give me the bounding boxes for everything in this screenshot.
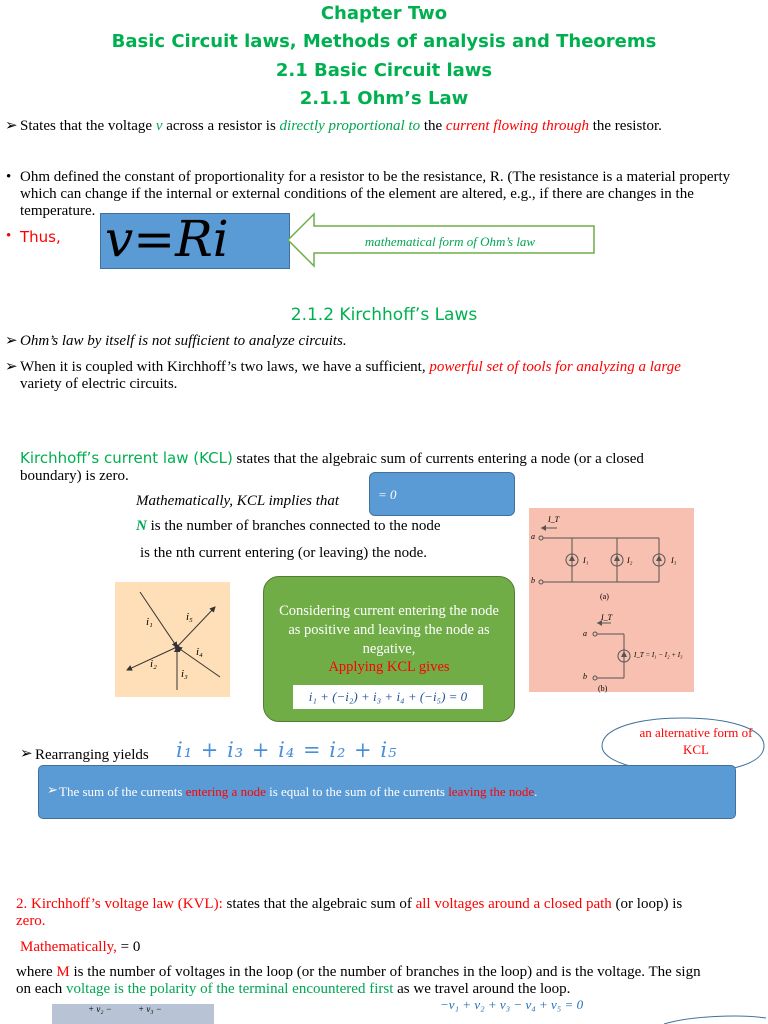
circuit-label-b: b [531,576,535,585]
bubble-text: an alternative form of KCL [639,725,753,757]
arrow-bullet-icon: ➢ [5,118,18,134]
circuit-label-a-b: a [583,629,587,638]
ohm-statement: States that the voltage v across a resistor is directly proportional to the current flowing through the resistor. [20,118,662,134]
kcl-summary-box [38,765,736,819]
chapter-subtitle: Basic Circuit laws, Methods of analysis and Theorems [111,31,657,52]
kirchhoff-bullet-1: Ohm’s law by itself is not sufficient to analyze circuits. [20,333,347,349]
ohm-callout-text: mathematical form of Ohm’s law [364,234,536,249]
ohm-formula-box [100,210,290,269]
bullet-dot-icon: • [6,169,12,185]
kcl-n-text: N is the number of branches connected to the node [136,518,441,534]
formula-equals: = [133,210,176,268]
arrow-bullet-icon: ➢ [47,782,58,797]
node-label-i2: i₂ [150,658,157,670]
kcl-summary-text: The sum of the currents entering a node is equal to the sum of the currents leaving the node. [59,784,538,799]
circuit-label-i1: I₁ [583,556,589,565]
kcl-definition: Kirchhoff’s current law (KCL) states that the algebraic sum of currents entering a node (or a closed boundary) is zero. [20,449,644,484]
circuit-label-a-caption: (a) [600,592,609,601]
kvl-math: Mathematically, = 0 [20,939,141,955]
kvl-circuit-diagram [52,1004,214,1024]
chapter-title: Chapter Two [320,3,448,24]
circuit-label-a: a [531,532,535,541]
circuit-label-i2: I₂ [627,556,633,565]
circuit-label-i3: I₃ [671,556,677,565]
green-box-equation: i₁ + (−i₂) + i₃ + i₄ + (−i₅) = 0 [293,685,483,709]
circuit-label-it: I_T [548,515,560,524]
circuit-label-formula: I_T = I₁ − I₂ + I₃ [634,651,683,659]
kirchhoff-bullet-2: When it is coupled with Kirchhoff’s two laws, we have a sufficient, powerful set of tools for analyzing a large variety of electric circuits. [20,359,681,392]
kcl-equation-box: = 0 [369,472,515,516]
circuit-label-b-b: b [583,672,587,681]
kvl-label-v3: + v₃ − [138,1004,162,1014]
arrow-bullet-icon: ➢ [5,333,18,349]
node-label-i1: i₁ [146,616,153,628]
section-title: 2.1 Basic Circuit laws [275,60,493,81]
kcl-green-box [263,576,515,722]
kcl-node-diagram [115,582,230,697]
kvl-definition: 2. Kirchhoff’s voltage law (KVL): states that the algebraic sum of all voltages around a closed path (or loop) is zero. [16,896,683,929]
circuit-label-b-caption: (b) [598,684,608,693]
arrow-bullet-icon: ➢ [5,359,18,375]
ohm-resistance-text: Ohm defined the constant of proportionality for a resistor to be the resistance, R. (The resistance is a material property which can change if the internal or external conditions of the element are altered, e.g., if there are changes in the temperature. [20,169,731,219]
formula-ri: Ri [175,210,229,268]
kvl-where-text: where M is the number of voltages in the loop (or the number of branches in the loop) and is the voltage. The sign on each voltage is the polarity of the terminal encountered first as we travel around the loop. [16,964,701,997]
node-label-i4: i₄ [196,646,203,658]
arrow-bullet-icon: ➢ [20,746,33,762]
bullet-dot-icon: • [6,228,12,244]
kcl-math-text: Mathematically, KCL implies that [136,493,340,509]
kvl-equation: −v₁ + v₂ + v₃ − v₄ + v₅ = 0 [440,997,584,1012]
kcl-nth-text: is the nth current entering (or leaving) the node. [140,545,427,561]
subsection-title: 2.1.1 Ohm’s Law [299,88,469,109]
rearranging-text: Rearranging yields [35,747,149,763]
thus-label: Thus, [20,228,61,246]
handwritten-kcl-equation: i₁ + i₃ + i₄ = i₂ + i₅ [176,738,398,762]
node-label-i5: i₅ [186,611,193,623]
circuit-label-it-b: I_T [601,613,613,622]
node-label-i3: i₃ [181,668,188,680]
kcl-circuit-diagram [529,508,694,692]
kvl-label-v2: + v₂ − [88,1004,112,1014]
bubble-edge-icon [660,1014,768,1024]
green-box-red-text: Applying KCL gives [328,659,450,675]
formula-v: v [105,210,134,268]
kirchhoff-heading: 2.1.2 Kirchhoff’s Laws [290,305,478,325]
green-box-text: Considering current entering the node as positive and leaving the node as negative, [279,603,499,657]
